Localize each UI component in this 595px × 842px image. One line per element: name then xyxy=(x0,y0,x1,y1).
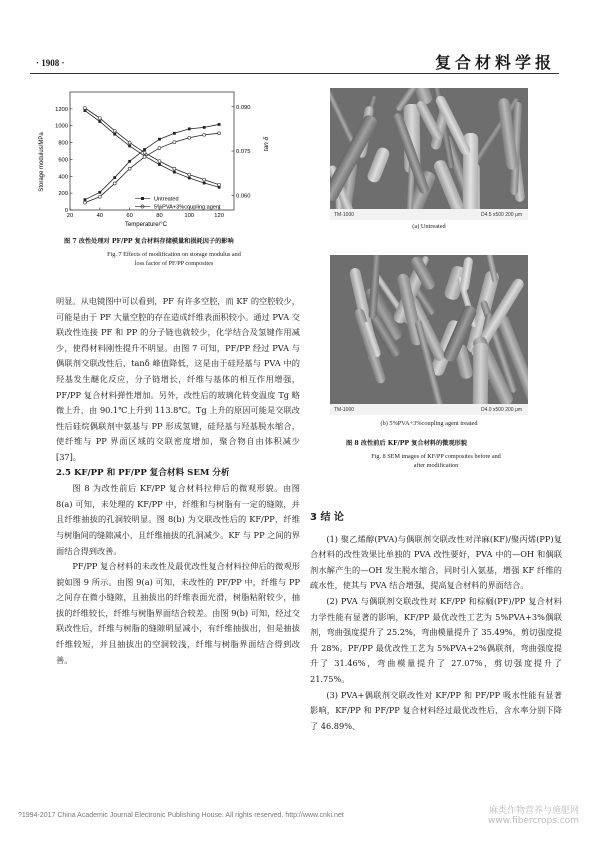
series-point xyxy=(173,132,176,135)
site-watermark xyxy=(488,806,579,826)
conclusion-item-2: (2) PVA 与偶联剂交联改性对 KF/PP 和棕榈(PF)/PP 复合材料力学性能有显著的影响，KF/PP 最优改性工艺为 5%PVA+3%偶联剂，弯曲强度提升了 25.2%，弯曲模量提升了 35.49%，剪切强度提升 28%。PF/PP 最优改性工艺为 5%PVA+2%偶联剂，弯曲强度提升了 31.46%，弯曲模量提升了 27.07%，剪切强度提升了 21.75%。 xyxy=(310,595,562,684)
legend-label-untreated: Untreated xyxy=(154,196,179,203)
series-point xyxy=(128,160,131,163)
series-point xyxy=(98,120,101,123)
y-right-tick-label: 0.060 xyxy=(236,193,251,200)
figure-8-caption-zh: 图 8 改性前后 KF/PP 复合材料的微观形貌 xyxy=(346,440,467,447)
series-point xyxy=(113,129,116,132)
series-point xyxy=(203,178,206,181)
left-column-text xyxy=(56,294,300,668)
figure-7-caption-zh: 图 7 改性处理对 PF/PP 复合材料存储模量和损耗因子的影响 xyxy=(64,238,234,245)
series-point xyxy=(188,127,191,130)
series-point xyxy=(84,198,87,201)
watermark-line1: 麻类作物营养与施肥网 xyxy=(488,806,579,816)
y-right-tick-label: 0.090 xyxy=(236,104,251,111)
series-line-3 xyxy=(85,133,219,202)
legend-label-treated: 5%PVA+3%coupling agent xyxy=(154,204,221,211)
figure-7-chart xyxy=(34,84,274,229)
conclusion-item-1: (1) 聚乙烯醇(PVA)与偶联剂交联改性对洋麻(KF)/聚丙烯(PP)复合材料的改性效果比单独的 PVA 改性要好，PVA 中的—OH 和偶联剂水解产生的—OH 发生脱水缩合，同时引入氨基，增强 KF 纤维的疏水性，使其与 PVA 结合增强，提高复合材料的界面结合。 xyxy=(310,533,562,591)
series-point xyxy=(188,177,191,180)
chart-legend xyxy=(135,197,221,211)
series-point xyxy=(158,163,161,166)
page-number: · 1908 · xyxy=(36,58,65,68)
series-point xyxy=(128,167,131,170)
watermark-line2: www.fibercrops.com xyxy=(488,816,579,826)
y-right-tick-label: 0.075 xyxy=(236,149,251,155)
figure-8-caption-en xyxy=(322,452,550,470)
series-point xyxy=(218,183,221,186)
sem-caption-a: (a) Untreated xyxy=(412,223,446,230)
series-point xyxy=(98,117,101,120)
figure-7-caption-en-line2: loss factor of PF/PP composites xyxy=(134,260,214,267)
figure-8-caption-en-line2: after modification xyxy=(413,462,459,469)
series-point xyxy=(188,136,191,139)
journal-title: 复合材料学报 xyxy=(434,53,555,72)
copyright-footer: ?1994-2017 China Academic Journal Electronic Publishing House. All rights reserved. http://www.cnki.net xyxy=(18,812,344,819)
series-point xyxy=(113,133,116,136)
paragraph-kf-sem: 图 8 为改性前后 KF/PP 复合材料拉伸后的微观形貌。由图 8(a) 可知，未处理的 KF/PP 中，纤维和与树脂有一定的缝隙，并且纤维抽拔的孔洞较明显。图 8(b) 为交联改性后的 KF/PP，纤维与树脂间的缝隙减小，且纤维抽拔的孔洞减少。KF 与 PP 之间的界面结合得到改善。 xyxy=(56,483,300,556)
series-point xyxy=(158,147,161,150)
series-line-1 xyxy=(85,108,219,185)
paragraph-dma-analysis: 明显。从电镜图中可以看到，PF 有许多空腔，而 KF 的空腔较少，可能是由于 PF 大量空腔的存在造成纤维表面积较小。通过 PVA 交联改性连接 PF 和 PP 的分子链也就较少，化学结合及氢键作用减少，使得材料刚性提升不明显。由图 7 可知，PF/PP 经过 PVA 与偶联剂交联改性后，tanδ 峰值降低，这是由于硅羟基与 PVA 中的羟基发生醚化反应，分子链增长，纤维与基体的相互作用增强，PF/PP 复合材料弹性增加。另外，改性后的玻璃化转变温度 Tg 略微上升，由 90.1℃上升到 113.8℃。Tg 上升的原因可能是交联改性后硅烷偶联剂中氨基与 PP 形成氢键，硅羟基与羟基脱水缩合，使纤维与 PP 界面区域的交联密度增加，聚合物自由体积减少[37]。 xyxy=(56,296,300,462)
sem-info-bar xyxy=(330,404,528,415)
figure-7-caption-en-line1: Fig. 7 Effects of modification on storage modulus and xyxy=(107,251,241,258)
x-tick-label: 40 xyxy=(96,213,104,219)
sem-meta-label: D4.0 x500 200 μm xyxy=(481,407,522,413)
series-point xyxy=(218,123,221,126)
sem-fiber-texture xyxy=(366,146,391,184)
x-tick-label: 80 xyxy=(156,213,163,219)
series-point xyxy=(188,173,191,176)
series-point xyxy=(128,141,131,144)
conclusion-section xyxy=(310,510,562,734)
y-left-tick-label: 1000 xyxy=(55,123,68,130)
y-left-tick-label: 600 xyxy=(58,157,68,164)
series-point xyxy=(128,145,131,148)
x-axis-label: Temperature/°C xyxy=(124,222,168,228)
y-left-tick-label: 200 xyxy=(58,191,68,198)
paragraph-pf-sem: PF/PP 复合材料的未改性及最优改性复合材料拉伸后的微观形貌如图 9 所示。由图 9(a) 可知，未改性的 PF/PP 中，纤维与 PP 之间存在微小缝隙，且抽拔出的纤维表面光滑，树脂粘附较少，抽拔的纤维较长，纤维与树脂界面结合较差。由图 9(b) 可知，经过交联改性后，纤维与树脂的缝隙明显减小，有纤维抽拔出，但是抽拔纤维较短，并且抽拔出的空洞较浅，纤维与树脂界面结合得到改善。 xyxy=(56,561,300,665)
series-point xyxy=(143,151,146,154)
x-tick-label: 20 xyxy=(66,213,74,219)
x-tick-label: 120 xyxy=(214,213,224,219)
sem-fiber-texture xyxy=(459,256,473,291)
section-heading-2-5: 2.5 KF/PP 和 PF/PP 复合材料 SEM 分析 xyxy=(56,467,230,478)
series-point xyxy=(158,138,161,141)
figure-8-caption-en-line1: Fig. 8 SEM images of KF/PP composites before and xyxy=(371,453,501,460)
series-point xyxy=(203,126,206,129)
series-point xyxy=(218,132,221,135)
series-point xyxy=(113,182,116,185)
y-left-tick-label: 400 xyxy=(58,174,68,181)
y-axis-left-label: Storage modulus/MPa xyxy=(39,132,45,192)
series-point xyxy=(173,141,176,144)
sem-image-untreated xyxy=(330,88,528,220)
sem-info-bar xyxy=(330,209,528,220)
y-left-tick-label: 1200 xyxy=(55,106,68,113)
sem-caption-b: (b) 5%PVA+3%coupling agent treated xyxy=(380,420,478,427)
sem-fiber-texture xyxy=(330,113,380,203)
series-point xyxy=(83,201,86,204)
y-left-tick-label: 0 xyxy=(64,208,68,214)
series-point xyxy=(143,155,146,158)
sem-instrument-label: TM-1000 xyxy=(334,407,355,413)
series-point xyxy=(83,107,86,110)
series-point xyxy=(158,160,161,163)
conclusion-heading: 3 结 论 xyxy=(310,512,344,523)
figure-7-caption-en xyxy=(56,250,292,268)
series-point xyxy=(203,182,206,185)
header-rule xyxy=(30,73,559,74)
y-left-tick-label: 800 xyxy=(58,140,68,147)
series-point xyxy=(173,167,176,170)
series-point xyxy=(143,148,146,151)
x-tick-label: 60 xyxy=(126,213,133,219)
series-point xyxy=(173,171,176,174)
series-point xyxy=(113,176,116,179)
sem-instrument-label: TM-1000 xyxy=(334,212,355,218)
series-point xyxy=(98,191,101,194)
series-point xyxy=(98,195,101,198)
plot-frame xyxy=(70,92,234,210)
series-point xyxy=(203,133,206,136)
sem-image-treated xyxy=(330,255,528,415)
x-tick-label: 100 xyxy=(184,213,195,219)
y-axis-right-label: tan δ xyxy=(263,136,270,152)
sem-meta-label: D4.5 x500 200 μm xyxy=(481,212,522,218)
conclusion-item-3: (3) PVA+偶联剂交联改性对 KF/PP 和 PF/PP 吸水性能有显著影响，KF/PP 和 PF/PP 复合材料经过最优改性后，含水率分别下降了 46.89%、 xyxy=(310,689,562,731)
